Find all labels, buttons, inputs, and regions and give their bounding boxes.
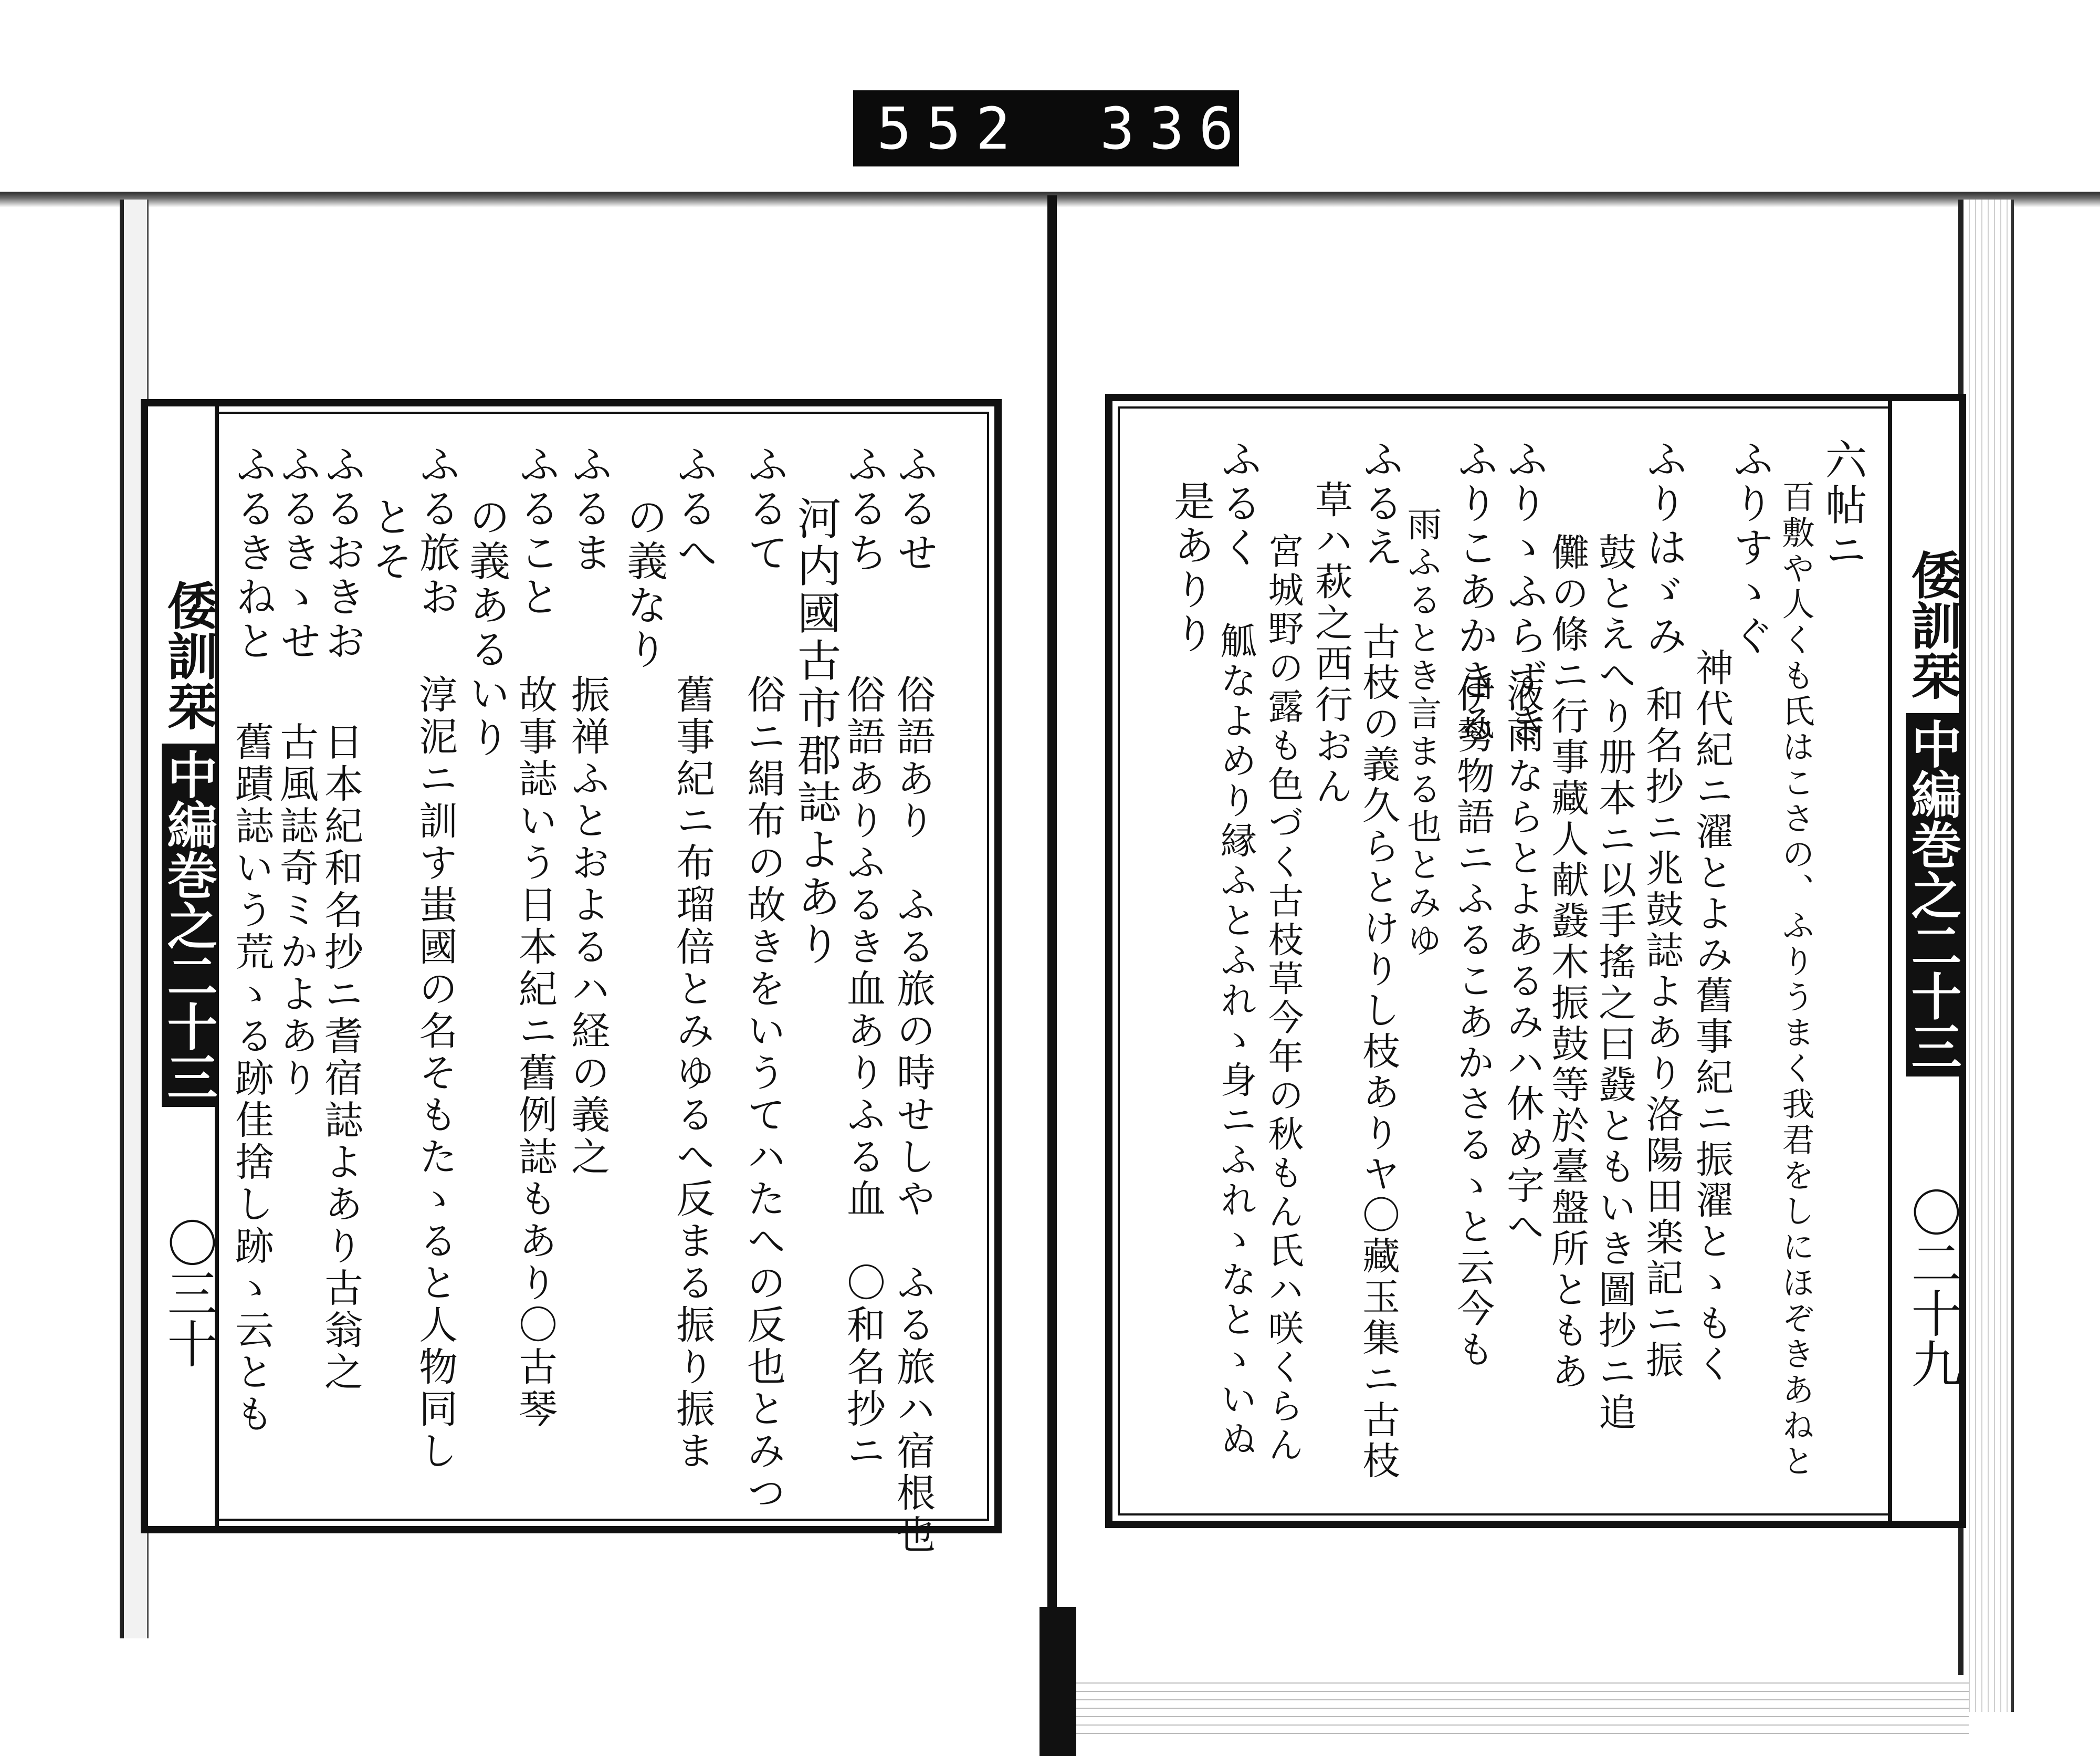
left-page-frame xyxy=(141,399,1002,1556)
left-page-spine-label xyxy=(148,406,219,1526)
left-column-8: ふること xyxy=(512,443,560,620)
counter-left-number: 552 xyxy=(877,95,1025,162)
left-column-5: ふるへ xyxy=(670,443,717,576)
left-column-11: とそ xyxy=(365,496,413,584)
left-body-7: 淳泥ニ訓す蚩國の名そもたゝると人物同し xyxy=(413,674,458,1472)
right-column-5: ふりはゞみ xyxy=(1640,438,1687,659)
right-column-12: 伊勢物語ニふるこあかさるゝと云今も xyxy=(1451,674,1495,1371)
left-column-7: ふるま xyxy=(565,443,612,576)
right-column-4: 神代紀ニ濯とよみ舊事紀ニ振濯とゝもく xyxy=(1689,648,1734,1385)
right-column-7: 鼓とえへり册本ニ以手搖之曰鼗ともいき圖抄ニ追 xyxy=(1592,532,1636,1434)
left-page-folio: 〇三十 xyxy=(159,1217,218,1368)
left-body-10: 舊蹟誌いう荒ゝる跡佳捨し跡ゝ云とも xyxy=(229,722,274,1436)
right-page-folio: 〇二十九 xyxy=(1903,1187,1962,1388)
left-body-1: 俗語あり ふる旅の時せしや ふる旅ハ宿根也 xyxy=(890,674,936,1556)
right-column-18: ふるく xyxy=(1214,438,1262,570)
archive-counter-label xyxy=(853,90,1298,166)
right-column-3: ふりすゝぐ xyxy=(1726,438,1773,659)
left-body-4: 舊事紀ニ布瑠倍とみゆるへ反まる振り振ま xyxy=(670,674,715,1472)
counter-right-number: 336. xyxy=(1100,95,1298,162)
book-gutter xyxy=(1047,195,1057,1756)
right-spine-volume-tab: 中編巻之二十三 xyxy=(1906,713,1959,1076)
book-right-edge xyxy=(1958,200,2014,1712)
left-column-10: ふる旅お xyxy=(413,443,460,620)
left-body-9: 古風誌奇ミかよあり xyxy=(274,722,319,1100)
right-column-1: 六帖ニ xyxy=(1818,438,1867,573)
right-column-11: ふりこあかきる xyxy=(1451,438,1498,747)
left-spine-title: 倭訓栞 xyxy=(159,580,218,731)
right-column-6: 和名抄ニ兆鼓誌よあり洛陽田楽記ニ振 xyxy=(1640,685,1684,1381)
left-column-13: ふるきゝせ xyxy=(274,443,321,664)
right-column-17: 宮城野の露も色づく古枝草今年の秋もん氏ハ咲くらん xyxy=(1262,532,1304,1465)
right-column-16: 草ハ萩之西行おん xyxy=(1309,480,1353,808)
right-spine-title: 倭訓栞 xyxy=(1903,549,1962,701)
left-column-2: ふるち xyxy=(841,443,888,576)
left-body-8: 日本紀和名抄ニ耆宿誌よあり古翁之 xyxy=(318,722,363,1394)
right-column-19: 觚なよめり縁ふとふれゝ身ニふれゝなとゝいぬ xyxy=(1214,622,1257,1460)
right-page-spine-label xyxy=(1888,401,1962,1521)
left-body-5: 振禅ふとおよるハ経の義之 xyxy=(565,674,610,1178)
left-column-4: ふるて xyxy=(741,443,788,576)
right-column-10: 液雨ならとよあるみハ休め字へ xyxy=(1500,674,1545,1248)
left-body-3: 俗ニ絹布の故きをいうてハたへの反也とみつ xyxy=(741,674,786,1514)
left-column-14: ふるきねと xyxy=(229,443,276,664)
left-body-6: 故事誌いう日本紀ニ舊例誌もあり〇古琴 xyxy=(512,674,558,1430)
left-column-1: ふるせ xyxy=(890,443,938,576)
left-column-9: の義あるいり xyxy=(463,496,510,760)
left-column-12: ふるおきお xyxy=(318,443,365,664)
right-page-frame xyxy=(1105,394,1966,1528)
left-body-2: 俗語ありふるき血ありふる血 〇和名抄ニ xyxy=(841,674,886,1472)
left-column-3: 河内國古市郡誌よあり xyxy=(790,496,842,968)
right-column-9: ふりゝふらずき xyxy=(1500,438,1548,747)
right-column-13: 雨ふるとき言まる也とみゆ xyxy=(1401,506,1442,960)
right-column-14: ふるえ xyxy=(1356,438,1403,570)
left-column-6: の義なり xyxy=(620,496,667,672)
right-column-15: 古枝の義久らとけりし枝ありヤ〇藏玉集ニ古枝 xyxy=(1356,622,1400,1482)
left-spine-volume-tab: 中編巻之二十三 xyxy=(162,744,215,1107)
right-column-2: 百敷や人くも氏はこさの、ふりうまく我君をしにほぞきあねと xyxy=(1777,480,1815,1480)
right-column-20: 是ありり xyxy=(1167,480,1214,656)
page-stack-lines xyxy=(1076,1675,1969,1738)
right-column-8: 儺の條ニ行事藏人献鼗木振鼓等於臺盤所ともあ xyxy=(1545,532,1589,1393)
gutter-shadow xyxy=(1040,1607,1076,1756)
